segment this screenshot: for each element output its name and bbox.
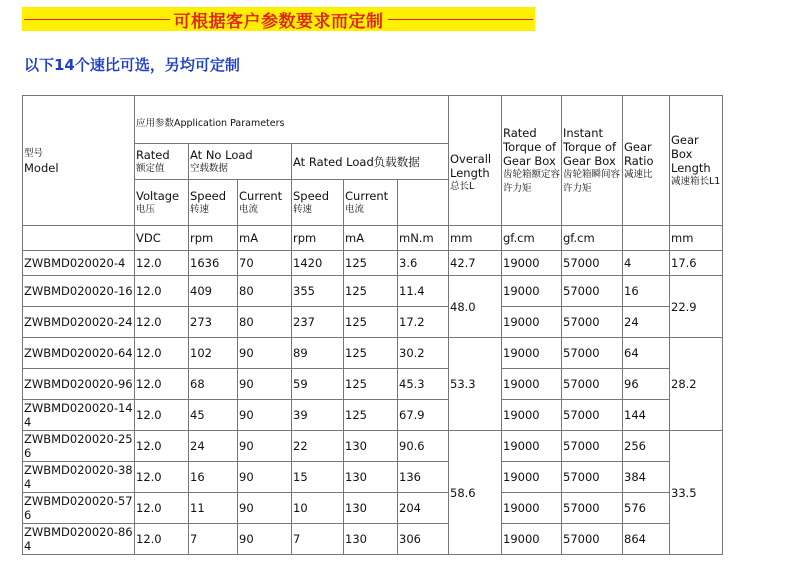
unit-cell: mm: [449, 226, 502, 251]
overall-length-cell: 42.7: [449, 251, 502, 276]
rated-load-speed-cell: 59: [292, 369, 344, 400]
gear-ratio-cell: 576: [623, 493, 670, 524]
model-header-en: Model: [24, 160, 59, 175]
gear-ratio-cell: 144: [623, 400, 670, 431]
gear-length-cn: 减速箱长L1: [671, 175, 721, 187]
model-cell: ZWBMD020020-64: [23, 338, 135, 369]
gear-ratio-cell: 256: [623, 431, 670, 462]
model-header-cn: 型号: [24, 147, 44, 159]
rated-load-label: At Rated Load负载数据: [293, 154, 420, 169]
no-load-current-cell: 90: [238, 369, 292, 400]
rated-load-current-cell: 125: [344, 338, 398, 369]
instant-torque-cell: 57000: [562, 276, 623, 307]
rated-load-speed-header: [292, 180, 344, 226]
no-load-header: [189, 144, 292, 180]
gear-ratio-cn: 减速比: [624, 168, 653, 180]
no-load-speed-cell: 102: [189, 338, 238, 369]
instant-torque-cell: 57000: [562, 524, 623, 555]
rated-torque-cell: 19000: [502, 338, 562, 369]
table-row: [23, 338, 723, 369]
table-row: [23, 251, 723, 276]
rated-torque-cell: 19000: [502, 369, 562, 400]
no-load-speed-cell: 273: [189, 307, 238, 338]
no-load-current-cell: 70: [238, 251, 292, 276]
table-row: [23, 369, 723, 400]
gear-ratio-cell: 864: [623, 524, 670, 555]
rated-load-current-cell: 130: [344, 431, 398, 462]
no-load-current-cell: 80: [238, 276, 292, 307]
torque-cell: 136: [398, 462, 449, 493]
rated-torque-cell: 19000: [502, 493, 562, 524]
gear-length-cell: 33.5: [670, 431, 723, 555]
voltage-cell: 12.0: [135, 400, 189, 431]
no-load-current-cell: 80: [238, 307, 292, 338]
instant-torque-cell: 57000: [562, 400, 623, 431]
rated-load-current-cell: 130: [344, 524, 398, 555]
table-row: [23, 431, 723, 462]
rated-load-current-cell: 125: [344, 369, 398, 400]
torque-cell: 3.6: [398, 251, 449, 276]
voltage-header: [135, 180, 189, 226]
unit-cell: rpm: [292, 226, 344, 251]
gear-length-en: Gear Box Length: [671, 132, 711, 175]
overall-length-cell: 48.0: [449, 276, 502, 338]
unit-cell: mN.m: [398, 226, 449, 251]
model-header: [23, 96, 135, 226]
rated-load-speed-cell: 10: [292, 493, 344, 524]
gear-ratio-en: Gear Ratio: [624, 139, 654, 168]
rated-load-current-cell: 125: [344, 400, 398, 431]
rated-torque-cell: 19000: [502, 524, 562, 555]
rated-load-speed-cell: 1420: [292, 251, 344, 276]
no-load-cn: 空载数据: [190, 162, 229, 174]
voltage-cell: 12.0: [135, 369, 189, 400]
rated-load-speed-cell: 89: [292, 338, 344, 369]
table-row: [23, 276, 723, 307]
overall-length-cn: 总长L: [450, 181, 475, 192]
model-cell: ZWBMD020020-24: [23, 307, 135, 338]
no-load-speed-cell: 16: [189, 462, 238, 493]
gear-length-cell: 22.9: [670, 276, 723, 338]
rated-load-speed-cell: 7: [292, 524, 344, 555]
overall-length-cell: 58.6: [449, 431, 502, 555]
title-banner: [22, 7, 535, 31]
gear-length-cell: 17.6: [670, 251, 723, 276]
no-load-current-cn: 电流: [239, 203, 259, 215]
model-cell: ZWBMD020020-144: [24, 401, 133, 429]
gear-ratio-cell: 64: [623, 338, 670, 369]
torque-cell: 67.9: [398, 400, 449, 431]
unit-cell: mm: [670, 226, 723, 251]
no-load-current-header: [238, 180, 292, 226]
instant-torque-cell: 57000: [562, 307, 623, 338]
table-row: [23, 307, 723, 338]
banner-title: 可根据客户参数要求而定制: [173, 11, 384, 32]
rated-value-en: Rated: [136, 147, 170, 162]
unit-row: [23, 226, 723, 251]
model-cell: ZWBMD020020-384: [24, 463, 133, 491]
voltage-cell: 12.0: [135, 338, 189, 369]
instant-torque-cell: 57000: [562, 251, 623, 276]
rated-load-speed-cell: 237: [292, 307, 344, 338]
rated-torque-cell: 19000: [502, 462, 562, 493]
instant-torque-cell: 57000: [562, 493, 623, 524]
voltage-cell: 12.0: [135, 462, 189, 493]
rated-torque-cell: 19000: [502, 251, 562, 276]
no-load-speed-cell: 409: [189, 276, 238, 307]
application-parameters-label: 应用参数Application Parameters: [136, 118, 285, 129]
model-cell: ZWBMD020020-96: [23, 369, 135, 400]
unit-model-cell: [23, 226, 135, 251]
no-load-speed-cell: 68: [189, 369, 238, 400]
no-load-speed-cell: 24: [189, 431, 238, 462]
no-load-speed-cell: 7: [189, 524, 238, 555]
no-load-speed-cell: 45: [189, 400, 238, 431]
no-load-current-cell: 90: [238, 462, 292, 493]
gear-ratio-header: [623, 96, 670, 226]
voltage-cell: 12.0: [135, 524, 189, 555]
instant-torque-cn: 齿轮箱瞬间容许力矩: [563, 168, 621, 194]
torque-cell: 11.4: [398, 276, 449, 307]
voltage-cell: 12.0: [135, 276, 189, 307]
unit-cell: [623, 226, 670, 251]
rated-load-current-cell: 125: [344, 251, 398, 276]
no-load-current-cell: 90: [238, 400, 292, 431]
spec-table: [22, 95, 723, 555]
torque-cell: 306: [398, 524, 449, 555]
no-load-current-en: Current: [239, 188, 283, 203]
no-load-en: At No Load: [190, 147, 253, 162]
rated-value-cn: 额定值: [136, 162, 165, 174]
overall-length-header: [449, 96, 502, 226]
voltage-cell: 12.0: [135, 251, 189, 276]
voltage-cn: 电压: [136, 203, 156, 215]
unit-cell: mA: [344, 226, 398, 251]
overall-length-en: Overall Length: [450, 152, 492, 180]
instant-torque-cell: 57000: [562, 462, 623, 493]
no-load-current-cell: 90: [238, 431, 292, 462]
rated-load-header: [292, 144, 449, 180]
subtitle: 以下14个速比可选，另均可定制: [24, 56, 240, 74]
unit-cell: gf.cm: [502, 226, 562, 251]
torque-cell: 90.6: [398, 431, 449, 462]
torque-cell: 45.3: [398, 369, 449, 400]
unit-cell: mA: [238, 226, 292, 251]
table-row: [23, 400, 723, 431]
rated-torque-cn: 齿轮箱额定容许力矩: [503, 168, 561, 194]
no-load-current-cell: 90: [238, 338, 292, 369]
no-load-speed-cell: 1636: [189, 251, 238, 276]
table-row: [23, 493, 723, 524]
instant-torque-cell: 57000: [562, 369, 623, 400]
rated-torque-header: [502, 96, 562, 226]
model-cell: ZWBMD020020-864: [24, 525, 133, 553]
no-load-current-cell: 90: [238, 493, 292, 524]
rated-load-speed-cell: 39: [292, 400, 344, 431]
rated-load-speed-cell: 22: [292, 431, 344, 462]
table-row: [23, 524, 723, 555]
rated-torque-cell: 19000: [502, 307, 562, 338]
rated-torque-cell: 19000: [502, 400, 562, 431]
application-parameters-header: [135, 96, 449, 144]
no-load-speed-cell: 11: [189, 493, 238, 524]
gear-ratio-cell: 16: [623, 276, 670, 307]
torque-cell: 30.2: [398, 338, 449, 369]
gear-ratio-cell: 4: [623, 251, 670, 276]
rated-load-speed-cell: 355: [292, 276, 344, 307]
rated-load-current-en: Current: [345, 188, 389, 203]
gear-length-cell: 28.2: [670, 338, 723, 431]
model-cell: ZWBMD020020-576: [24, 494, 133, 522]
table-row: [23, 462, 723, 493]
unit-cell: VDC: [135, 226, 189, 251]
voltage-cell: 12.0: [135, 493, 189, 524]
rated-load-current-cell: 130: [344, 462, 398, 493]
rated-torque-cell: 19000: [502, 431, 562, 462]
model-cell: ZWBMD020020-4: [23, 251, 135, 276]
model-cell: ZWBMD020020-16: [23, 276, 135, 307]
rated-load-current-cell: 125: [344, 307, 398, 338]
no-load-current-cell: 90: [238, 524, 292, 555]
instant-torque-cell: 57000: [562, 431, 623, 462]
voltage-cell: 12.0: [135, 431, 189, 462]
banner-left-rule: [24, 19, 170, 20]
torque-cell: 17.2: [398, 307, 449, 338]
rated-load-current-header: [344, 180, 398, 226]
voltage-en: Voltage: [136, 188, 180, 203]
rated-torque-en: Rated Torque of Gear Box: [503, 125, 557, 168]
instant-torque-en: Instant Torque of Gear Box: [563, 125, 617, 168]
torque-cell: 204: [398, 493, 449, 524]
no-load-speed-header: [189, 180, 238, 226]
rated-load-current-cell: 130: [344, 493, 398, 524]
no-load-speed-en: Speed: [190, 188, 227, 203]
voltage-cell: 12.0: [135, 307, 189, 338]
rated-load-current-cn: 电流: [345, 203, 365, 215]
instant-torque-header: [562, 96, 623, 226]
banner-right-rule: [388, 19, 534, 20]
rated-load-speed-cell: 15: [292, 462, 344, 493]
rated-load-torque-header: [398, 180, 449, 226]
unit-cell: gf.cm: [562, 226, 623, 251]
gear-ratio-cell: 96: [623, 369, 670, 400]
gear-ratio-cell: 384: [623, 462, 670, 493]
rated-torque-cell: 19000: [502, 276, 562, 307]
rated-load-speed-cn: 转速: [293, 203, 313, 215]
rated-load-current-cell: 125: [344, 276, 398, 307]
no-load-speed-cn: 转速: [190, 203, 210, 215]
rated-value-header: [135, 144, 189, 180]
gear-ratio-cell: 24: [623, 307, 670, 338]
rated-load-speed-en: Speed: [293, 188, 330, 203]
gear-length-header: [670, 96, 723, 226]
unit-cell: rpm: [189, 226, 238, 251]
overall-length-cell: 53.3: [449, 338, 502, 431]
model-cell: ZWBMD020020-256: [24, 432, 133, 460]
instant-torque-cell: 57000: [562, 338, 623, 369]
